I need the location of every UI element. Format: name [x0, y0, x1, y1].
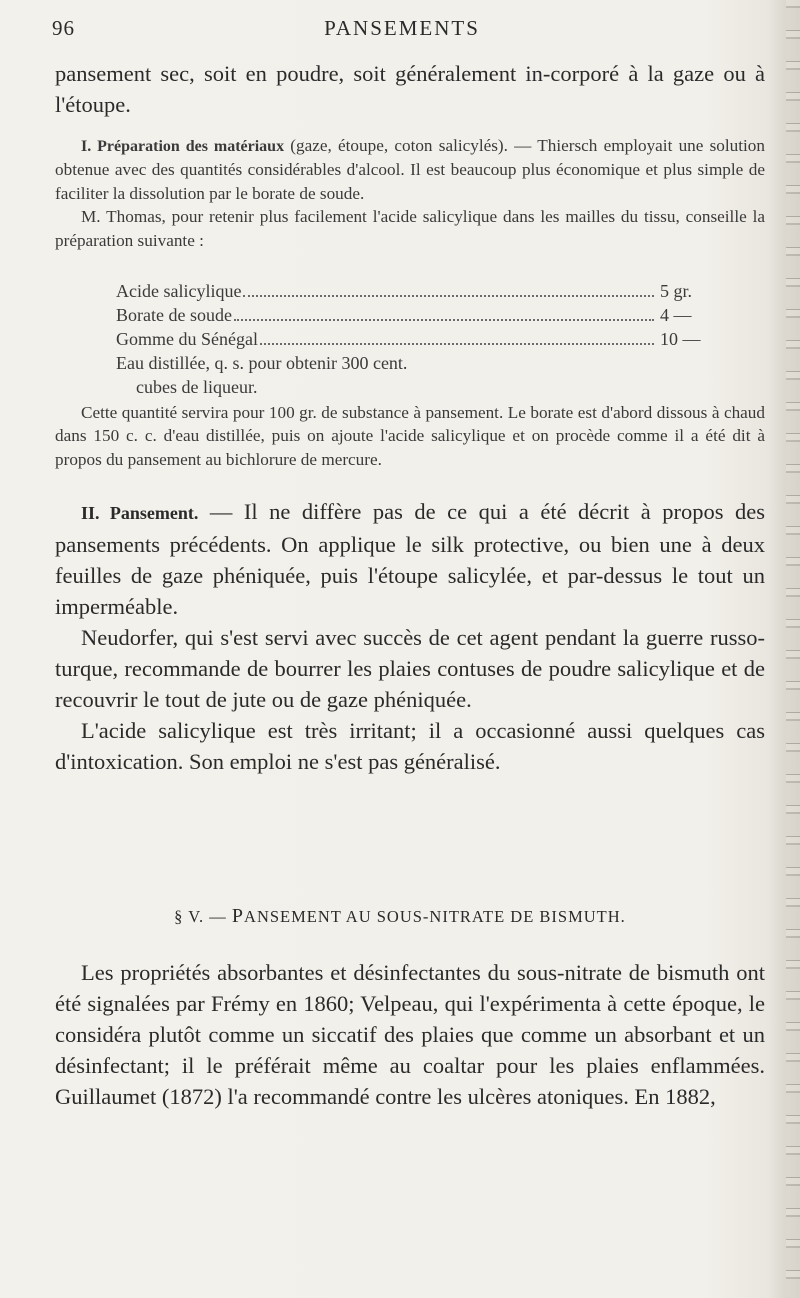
running-head: PANSEMENTS [324, 16, 480, 40]
section-5-paragraph: Les propriétés absorbantes et désinfectantes du sous-nitrate de bismuth ont été signalées par Frémy en 1860; Velpeau, qui l'expérimenta à cette époque, le considéra plutôt comme un siccatif des plaies que comme un absorbant et un désinfectant; il le préférait même au coaltar pour les plaies enflammées. Guillaumet (1872) l'a recommandé contre les ulcères atoniques. En 1882, [55, 960, 765, 1109]
thomas-paragraph: M. Thomas, pour retenir plus facilement l'acide salicylique dans les mailles du tissu, conseille la préparation suivante : [55, 207, 765, 250]
quantity-paragraph: Cette quantité servira pour 100 gr. de substance à pansement. Le borate est d'abord dissous à chaud dans 150 c. c. d'eau distillée, puis on ajoute l'acide salicylique et on procède comme il a été dit à propos du pansement au bichlorure de mercure. [55, 403, 765, 469]
recipe-list [116, 279, 716, 399]
section-2 [55, 496, 765, 777]
acide-paragraph: L'acide salicylique est très irritant; il a occasionné aussi quelques cas d'intoxication. Son emploi ne s'est pas généralisé. [55, 718, 765, 774]
section-1-label: I. Préparation des matériaux [81, 138, 285, 155]
recipe-water-line: Eau distillée, q. s. pour obtenir 300 cent. [116, 353, 408, 373]
recipe-water-line-2: cubes de liqueur. [136, 377, 258, 397]
recipe-item: Gomme du Sénégal 10 — [116, 329, 701, 349]
section-1-paragraph: I. Préparation des matériaux (gaze, étoupe, coton salicylés). — Thiersch employait une solution obtenue avec des quantités considérables d'alcool. Il est beaucoup plus économique et plus simple de faciliter la dissolution par le borate de soude. [55, 136, 765, 203]
page-edge-shadow [786, 0, 800, 1298]
intro-paragraph: pansement sec, soit en poudre, soit généralement in-corporé à la gaze ou à l'étoupe. [55, 61, 765, 117]
page-header [52, 16, 752, 44]
section-2-label: II. Pansement. [81, 503, 199, 523]
recipe-item: Acide salicylique 5 gr. [116, 281, 693, 301]
page-number: 96 [52, 16, 75, 40]
section-1 [55, 134, 765, 252]
section-2-paragraph: II. Pansement. — Il ne diffère pas de ce qui a été décrit à propos des pansements précédents. On applique le silk protective, ou bien une à deux feuilles de gaze phéniquée, puis l'étoupe salicylée, et par-dessus le tout un imperméable. [55, 499, 765, 619]
neudorfer-paragraph: Neudorfer, qui s'est servi avec succès de cet agent pendant la guerre russo-turque, recommande de bourrer les plaies contuses de poudre salicylique et de recouvrir le tout de jute ou de gaze phéniquée. [55, 625, 765, 712]
recipe-item: Borate de soude 4 — [116, 305, 692, 325]
section-5-title: § V. — PANSEMENT AU SOUS-NITRATE DE BISMUTH. [174, 905, 626, 927]
